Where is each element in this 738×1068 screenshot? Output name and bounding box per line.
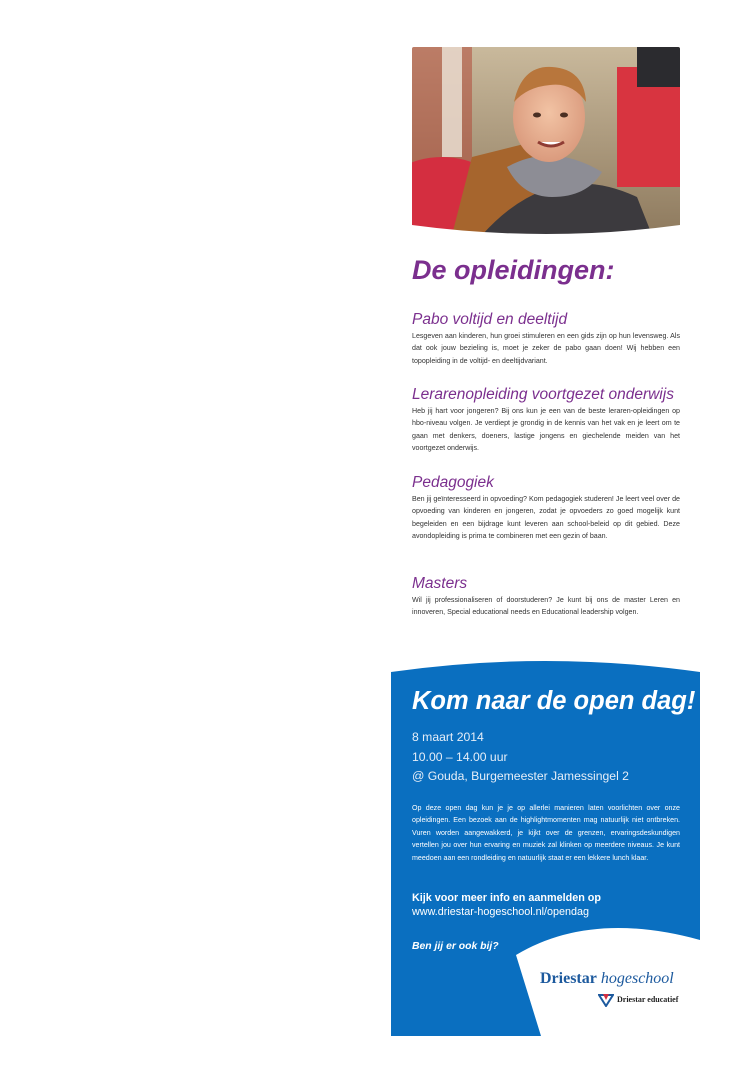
- open-day-date: 8 maart 2014: [412, 730, 484, 744]
- program-body: Heb jij hart voor jongeren? Bij ons kun je een van de beste leraren-opleidingen op hbo-niveau volgen. Je verdiept je grondig in de kennis van het vak en je leert om te gaan met denkers, doeners, lastige jongens en giechelende meiden van het voortgezet onderwijs.: [412, 407, 680, 453]
- logo-parent-text: Driestar educatief: [617, 994, 679, 1004]
- program-masters: [412, 574, 680, 619]
- logo-parent: [598, 993, 678, 1007]
- open-day-body: Op deze open dag kun je je op allerlei manieren laten voorlichten over onze opleidingen. Een bezoek aan de highlightmomenten mag natuurlijk niet ontbreken. Vuren worden aangewakkerd, je kijkt over de grenzen, ervaringsdeskundigen vertellen jou over hun ervaring en muziek zal klinken op meerdere niveaus. Je kunt meedoen aan een rondleiding en natuurlijk staat er een lekkere lunch klaar.: [412, 804, 680, 862]
- page-heading: De opleidingen:: [412, 255, 615, 285]
- logo-wordmark: [540, 970, 674, 988]
- program-title: Masters: [412, 575, 468, 592]
- program-body: Lesgeven aan kinderen, hun groei stimuleren en een gids zijn op hun levensweg. Als dat ook jouw bezieling is, moet je zeker de pabo gaan doen! Wij hebben een topopleiding in de voltijd- en deeltijdvariant.: [412, 332, 680, 365]
- info-label: Kijk voor meer info en aanmelden op: [412, 892, 601, 904]
- open-day-info: [412, 891, 692, 919]
- student-photo: [412, 47, 680, 235]
- open-day-title: Kom naar de open dag!: [412, 687, 696, 715]
- program-title: Lerarenopleiding voortgezet onderwijs: [412, 386, 674, 403]
- open-day-location: @ Gouda, Burgemeester Jamessingel 2: [412, 769, 629, 783]
- open-day-time: 10.00 – 14.00 uur: [412, 749, 508, 764]
- program-pabo: [412, 310, 680, 367]
- driestar-logo: [540, 970, 690, 1014]
- program-title: Pedagogiek: [412, 474, 494, 491]
- program-title: Pabo voltijd en deeltijd: [412, 311, 568, 328]
- program-pedagogiek: [412, 473, 680, 543]
- logo-sub: hogeschool: [600, 970, 674, 987]
- program-body: Ben jij geïnteresseerd in opvoeding? Kom pedagogiek studeren! Je leert veel over de opvoeding van kinderen en jongeren, zodat je opvoeders zo goed mogelijk kunt begeleiden en een bijdrage kunt leveren aan school-beleid op dit gebied. Deze avondopleiding is prima te combineren met een gezin of baan.: [412, 495, 680, 541]
- open-day-details: [412, 728, 692, 787]
- program-lerarenopleiding: [412, 385, 680, 455]
- driestar-mark-icon: [598, 993, 614, 1007]
- info-url-link[interactable]: www.driestar-hogeschool.nl/opendag: [412, 906, 590, 918]
- logo-brand: Driestar: [540, 970, 597, 987]
- program-body: Wil jij professionaliseren of doorstuderen? Je kunt bij ons de master Leren en innoveren, Special educational needs en Educational leadership volgen.: [412, 596, 680, 617]
- open-day-cta: Ben jij er ook bij?: [412, 941, 499, 952]
